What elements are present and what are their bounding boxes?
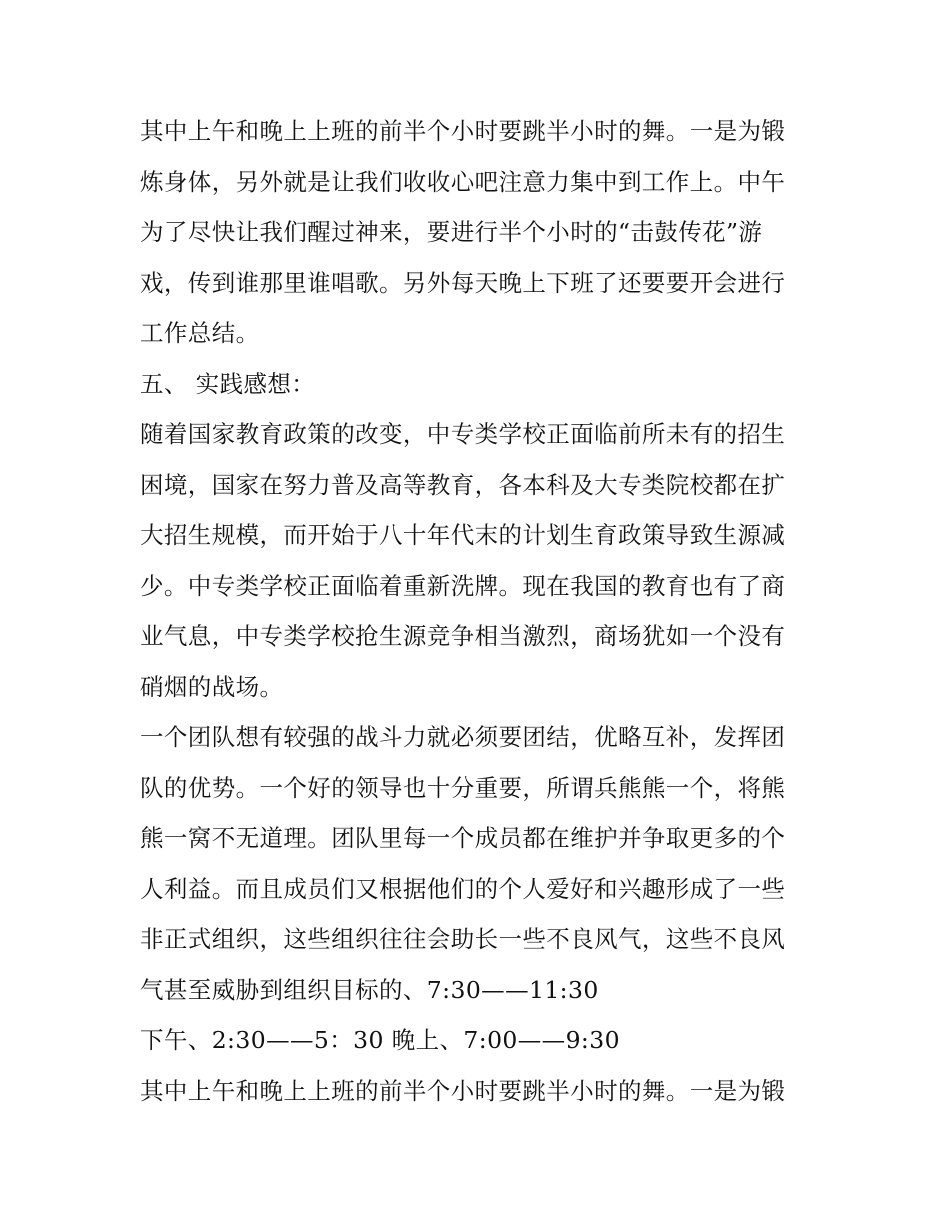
text-line: 非正式组织，这些组织往往会助长一些不良风气，这些不良风	[140, 925, 786, 953]
text-line: 戏，传到谁那里谁唱歌。另外每天晚上下班了还要要开会进行	[140, 268, 786, 297]
text-line: 一个团队想有较强的战斗力就必须要团结，优略互补，发挥团	[140, 723, 786, 751]
text-line: 硝烟的战场。	[140, 672, 284, 701]
text-line: 业气息，中专类学校抢生源竞争相当激烈，商场犹如一个没有	[140, 622, 786, 650]
text-line: 人利益。而且成员们又根据他们的个人爱好和兴趣形成了一些	[140, 874, 786, 903]
text-line: 其中上午和晚上上班的前半个小时要跳半小时的舞。一是为锻	[140, 117, 786, 145]
text-line: 少。中专类学校正面临着重新洗牌。现在我国的教育也有了商	[140, 571, 786, 600]
text-line: 为了尽快让我们醒过神来，要进行半个小时的“击鼓传花”游	[140, 218, 763, 246]
text-line: 其中上午和晚上上班的前半个小时要跳半小时的舞。一是为锻	[140, 1076, 786, 1105]
document-body	[140, 106, 820, 1116]
section-heading: 五、 实践感想：	[140, 369, 316, 398]
text-line: 气甚至威胁到组织目标的、7:30——11:30	[140, 975, 599, 1004]
text-line: 困境，国家在努力普及高等教育，各本科及大专类院校都在扩	[140, 470, 786, 499]
text-line: 工作总结。	[140, 319, 260, 347]
text-line: 炼身体，另外就是让我们收收心吧注意力集中到工作上。中午	[140, 167, 786, 196]
text-line: 队的优势。一个好的领导也十分重要，所谓兵熊熊一个，将熊	[140, 773, 786, 802]
text-line: 下午、2:30——5：30 晚上、7:00——9:30	[140, 1026, 620, 1054]
text-line: 随着国家教育政策的改变，中专类学校正面临前所未有的招生	[140, 420, 786, 448]
text-line: 熊一窝不无道理。团队里每一个成员都在维护并争取更多的个	[140, 824, 786, 852]
text-line: 大招生规模，而开始于八十年代末的计划生育政策导致生源减	[140, 521, 786, 549]
